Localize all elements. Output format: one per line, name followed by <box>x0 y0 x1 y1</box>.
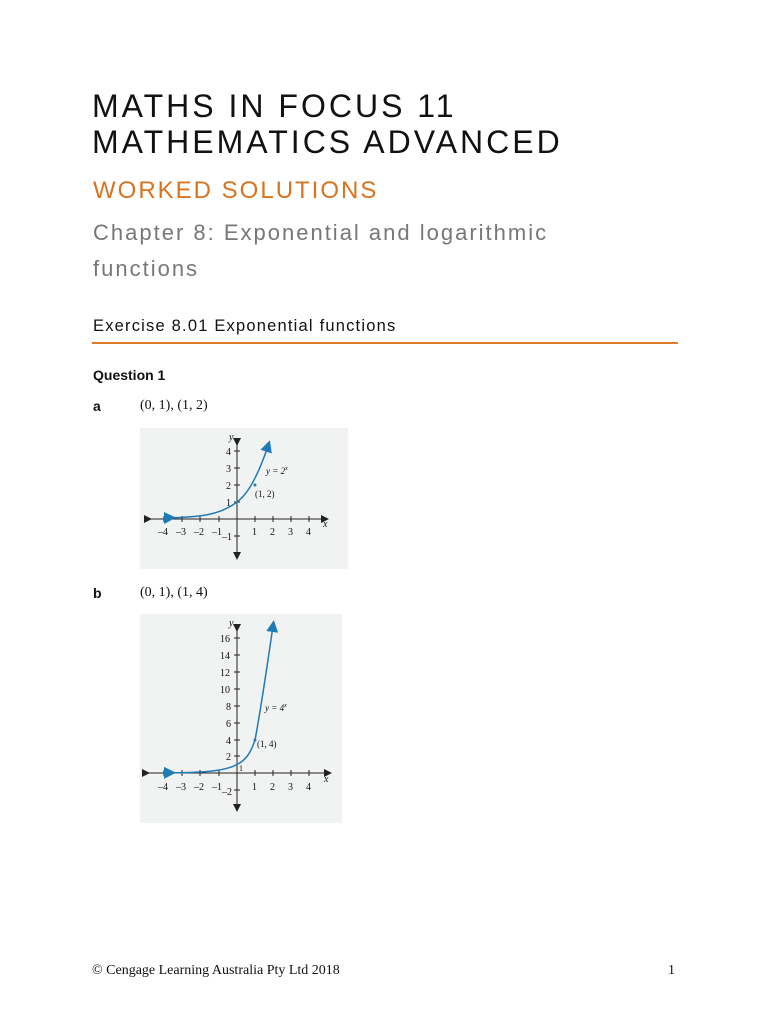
y-tick-label: 4 <box>226 736 231 747</box>
book-title-line-1: MATHS IN FOCUS 11 <box>92 88 457 124</box>
x-tick-label: –2 <box>194 527 204 538</box>
x-tick-label: –4 <box>158 782 168 793</box>
x-tick-label: 3 <box>288 527 293 538</box>
x-tick-label: 1 <box>252 527 257 538</box>
x-tick-label: –1 <box>212 527 222 538</box>
x-tick-label: –1 <box>212 782 222 793</box>
part-answer-b: (0, 1), (1, 4) <box>140 585 208 600</box>
point-marker <box>254 484 257 487</box>
book-title-line-2: MATHEMATICS ADVANCED <box>92 124 563 160</box>
x-tick-label: –3 <box>176 782 186 793</box>
x-tick-label: –2 <box>194 782 204 793</box>
heading-divider <box>92 342 678 344</box>
footer-copyright: © Cengage Learning Australia Pty Ltd 2018 <box>92 963 340 978</box>
graph-y-equals-2-to-x <box>140 428 348 569</box>
y-tick-label: 1 <box>226 498 231 509</box>
y-tick-label: –1 <box>222 532 232 543</box>
y-tick-label: 3 <box>226 464 231 475</box>
part-letter-b: b <box>93 585 102 601</box>
graph-y-equals-4-to-x <box>140 614 342 823</box>
y-tick-label: 14 <box>220 651 230 662</box>
function-label: $y = 4^x$ <box>265 703 287 713</box>
x-tick-label: 4 <box>306 527 311 538</box>
exercise-heading: Exercise 8.01 Exponential functions <box>93 317 397 335</box>
exponential-curve <box>170 626 273 773</box>
x-tick-label: 1 <box>252 782 257 793</box>
x-tick-label: 2 <box>270 782 275 793</box>
y-intercept-label: 1 <box>239 764 243 773</box>
part-answer-a: (0, 1), (1, 2) <box>140 398 208 413</box>
y-tick-label: –2 <box>222 787 232 798</box>
point-label: (1, 2) <box>255 489 275 499</box>
chapter-title-line-2: functions <box>93 256 200 281</box>
x-tick-label: 4 <box>306 782 311 793</box>
point-label: (1, 4) <box>257 739 277 749</box>
y-tick-label: 16 <box>220 634 230 645</box>
y-tick-label: 12 <box>220 668 230 679</box>
exponential-curve <box>170 446 268 518</box>
section-subtitle: WORKED SOLUTIONS <box>93 177 379 204</box>
y-tick-label: 2 <box>226 481 231 492</box>
y-tick-label: 4 <box>226 447 231 458</box>
chapter-title-line-1: Chapter 8: Exponential and logarithmic <box>93 220 549 245</box>
question-label: Question 1 <box>93 367 166 383</box>
x-tick-label: –3 <box>176 527 186 538</box>
function-label: $y = 2^x$ <box>266 466 288 476</box>
y-axis-label: y <box>229 432 234 443</box>
y-tick-label: 6 <box>226 719 231 730</box>
x-tick-label: –4 <box>158 527 168 538</box>
y-axis-label: y <box>229 618 234 629</box>
page-number: 1 <box>668 963 675 978</box>
x-tick-label: 2 <box>270 527 275 538</box>
y-tick-label: 8 <box>226 702 231 713</box>
x-tick-label: 3 <box>288 782 293 793</box>
y-tick-label: 10 <box>220 685 230 696</box>
x-axis-label: x <box>323 519 328 530</box>
y-tick-label: 2 <box>226 752 231 763</box>
x-axis-label: x <box>324 774 329 785</box>
part-letter-a: a <box>93 398 101 414</box>
